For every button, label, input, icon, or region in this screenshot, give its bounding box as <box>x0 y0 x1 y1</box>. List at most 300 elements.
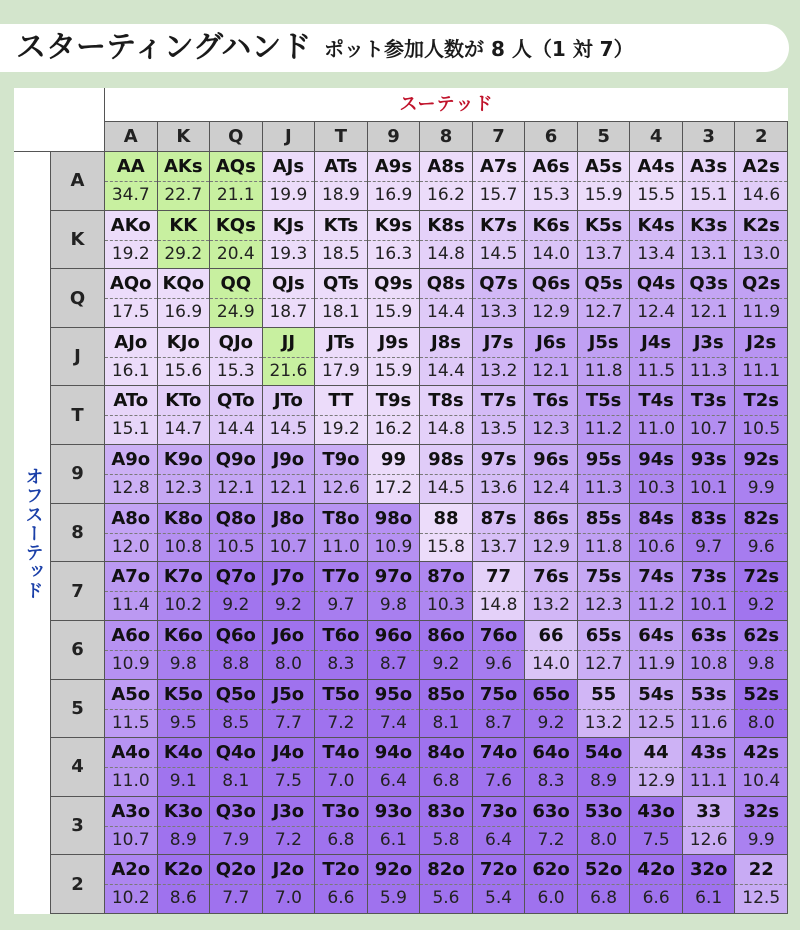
hand-label: 32s <box>735 797 787 827</box>
hand-cell <box>105 386 158 445</box>
hand-cell <box>473 855 526 914</box>
hand-cell <box>630 621 683 680</box>
hand-label: KTo <box>158 386 210 416</box>
hand-cell <box>735 211 788 270</box>
hand-cell <box>735 269 788 328</box>
hand-cell <box>525 738 578 797</box>
hand-cell <box>420 738 473 797</box>
hand-cell <box>735 445 788 504</box>
hand-cell <box>263 211 316 270</box>
win-rate-value: 15.9 <box>584 185 623 205</box>
hand-label: KQs <box>210 211 262 241</box>
hand-label: K3o <box>158 797 210 827</box>
win-rate-value: 8.7 <box>379 653 407 674</box>
hand-cell <box>473 738 526 797</box>
hand-cell <box>368 445 421 504</box>
hand-label: 73o <box>473 797 525 827</box>
hand-label: ATo <box>105 386 157 416</box>
hand-label: T8s <box>420 386 472 416</box>
hand-cell <box>735 504 788 563</box>
win-rate-value: 11.9 <box>637 653 676 674</box>
hand-cell <box>210 211 263 270</box>
hand-cell <box>630 152 683 211</box>
hand-label: 63o <box>525 797 577 827</box>
hand-label: 95o <box>368 680 420 710</box>
win-rate-value: 6.1 <box>379 829 407 850</box>
win-rate-value: 14.6 <box>742 185 781 205</box>
win-rate-value: 14.8 <box>479 595 518 616</box>
row-header: 3 <box>51 797 105 856</box>
win-rate-value: 24.9 <box>216 302 255 323</box>
hand-label: 98s <box>420 445 472 475</box>
win-rate-value: 12.3 <box>584 595 623 616</box>
win-rate-value: 18.7 <box>269 302 308 323</box>
hand-label: A9s <box>368 152 420 182</box>
hand-cell <box>263 504 316 563</box>
win-rate-value: 13.0 <box>742 243 781 264</box>
column-header: 4 <box>630 122 683 152</box>
hand-cell <box>420 328 473 387</box>
win-rate-value: 14.5 <box>427 478 465 499</box>
win-rate-value: 16.1 <box>111 360 150 381</box>
win-rate-value: 8.1 <box>432 712 460 733</box>
hand-cell <box>525 562 578 621</box>
hand-label: 76o <box>473 621 525 651</box>
hand-label: Q6s <box>525 269 577 299</box>
page-title: スターティングハンド <box>16 30 312 65</box>
hand-label: QQ <box>210 269 262 299</box>
win-rate-value: 11.3 <box>584 478 623 499</box>
hand-label: K6o <box>158 621 210 651</box>
win-rate-value: 12.4 <box>532 478 570 499</box>
hand-label: Q9o <box>210 445 262 475</box>
column-header: 9 <box>368 122 421 152</box>
hand-cell <box>630 504 683 563</box>
hand-cell <box>473 269 526 328</box>
win-rate-value: 15.3 <box>532 185 570 205</box>
hand-cell <box>105 152 158 211</box>
hand-cell <box>105 797 158 856</box>
column-header: K <box>158 122 211 152</box>
hand-cell <box>210 386 263 445</box>
hand-cell <box>578 797 631 856</box>
hand-cell <box>630 386 683 445</box>
win-rate-value: 17.5 <box>111 302 150 323</box>
hand-label: 82o <box>420 855 472 885</box>
win-rate-value: 9.6 <box>485 653 513 674</box>
hand-cell <box>158 211 211 270</box>
hand-label: J6o <box>263 621 315 651</box>
win-rate-value: 13.2 <box>584 712 623 733</box>
win-rate-value: 16.9 <box>374 185 413 205</box>
win-rate-value: 10.1 <box>689 595 728 616</box>
hand-cell <box>315 562 368 621</box>
hand-cell <box>420 152 473 211</box>
win-rate-value: 12.5 <box>742 888 781 909</box>
hand-cell <box>683 504 736 563</box>
win-rate-value: 8.7 <box>485 712 513 733</box>
hand-cell <box>210 738 263 797</box>
win-rate-value: 12.6 <box>321 478 360 499</box>
hand-cell <box>315 621 368 680</box>
win-rate-value: 9.8 <box>169 653 197 674</box>
hand-label: Q8s <box>420 269 472 299</box>
win-rate-value: 7.5 <box>642 829 670 850</box>
win-rate-value: 14.8 <box>427 243 465 264</box>
hand-label: A5o <box>105 680 157 710</box>
win-rate-value: 7.6 <box>485 771 513 792</box>
hand-cell <box>315 504 368 563</box>
hand-cell <box>368 269 421 328</box>
hand-cell <box>525 328 578 387</box>
hand-label: J4o <box>263 738 315 768</box>
hand-cell <box>210 562 263 621</box>
hand-cell <box>578 562 631 621</box>
header-bar <box>0 24 789 72</box>
hand-label: K4s <box>630 211 682 241</box>
win-rate-value: 13.7 <box>479 536 518 557</box>
hand-cell <box>368 621 421 680</box>
hand-cell <box>210 504 263 563</box>
hand-cell <box>735 855 788 914</box>
hand-cell <box>158 328 211 387</box>
win-rate-value: 9.1 <box>169 771 197 792</box>
hand-label: K5s <box>578 211 630 241</box>
hand-cell <box>735 562 788 621</box>
win-rate-value: 11.0 <box>321 536 360 557</box>
hand-cell <box>683 797 736 856</box>
hand-label: 86s <box>525 504 577 534</box>
hand-cell <box>315 328 368 387</box>
win-rate-value: 13.7 <box>584 243 623 264</box>
hand-label: 66 <box>525 621 577 651</box>
hand-cell <box>105 269 158 328</box>
hand-cell <box>578 621 631 680</box>
hand-label: AKs <box>158 152 210 182</box>
win-rate-value: 13.2 <box>479 360 518 381</box>
hand-cell <box>368 680 421 739</box>
win-rate-value: 8.9 <box>590 771 618 792</box>
hand-label: 92s <box>735 445 787 475</box>
hand-cell <box>420 680 473 739</box>
hand-cell <box>158 562 211 621</box>
win-rate-value: 8.6 <box>169 888 197 909</box>
hand-label: T3s <box>683 386 735 416</box>
hand-label: T9s <box>368 386 420 416</box>
win-rate-value: 11.8 <box>584 360 623 381</box>
win-rate-value: 10.5 <box>216 536 255 557</box>
hand-label: JJ <box>263 328 315 358</box>
hand-cell <box>473 621 526 680</box>
row-header: 8 <box>51 504 105 563</box>
hand-cell <box>368 855 421 914</box>
win-rate-value: 9.2 <box>222 595 250 616</box>
win-rate-value: 5.6 <box>432 888 460 909</box>
hand-label: KJo <box>158 328 210 358</box>
win-rate-value: 5.9 <box>379 888 407 909</box>
hand-cell <box>315 445 368 504</box>
win-rate-value: 9.7 <box>327 595 355 616</box>
hand-label: 74o <box>473 738 525 768</box>
hand-label: Q6o <box>210 621 262 651</box>
win-rate-value: 6.8 <box>590 888 618 909</box>
hand-label: 43o <box>630 797 682 827</box>
win-rate-value: 15.5 <box>637 185 676 205</box>
win-rate-value: 8.8 <box>222 653 250 674</box>
win-rate-value: 8.3 <box>537 771 565 792</box>
hand-cell <box>315 680 368 739</box>
hand-label: 96s <box>525 445 577 475</box>
hand-cell <box>683 328 736 387</box>
hand-label: Q4s <box>630 269 682 299</box>
win-rate-value: 19.3 <box>269 243 308 264</box>
win-rate-value: 12.1 <box>689 302 728 323</box>
win-rate-value: 7.5 <box>274 771 302 792</box>
hand-cell <box>473 386 526 445</box>
win-rate-value: 11.2 <box>637 595 676 616</box>
win-rate-value: 11.3 <box>689 360 728 381</box>
win-rate-value: 6.8 <box>327 829 355 850</box>
hand-cell <box>368 328 421 387</box>
hand-label: 54s <box>630 680 682 710</box>
hand-cell <box>578 445 631 504</box>
hand-label: K7o <box>158 562 210 592</box>
hand-label: 53o <box>578 797 630 827</box>
row-header: J <box>51 328 105 387</box>
win-rate-value: 11.9 <box>742 302 781 323</box>
win-rate-value: 12.7 <box>584 302 623 323</box>
win-rate-value: 12.1 <box>269 478 308 499</box>
hand-cell <box>578 152 631 211</box>
row-header: 2 <box>51 855 105 914</box>
win-rate-value: 14.7 <box>164 419 203 440</box>
hand-cell <box>315 211 368 270</box>
hand-label: Q3o <box>210 797 262 827</box>
win-rate-value: 14.0 <box>532 653 570 674</box>
hand-label: A5s <box>578 152 630 182</box>
hand-cell <box>105 211 158 270</box>
hand-label: T8o <box>315 504 367 534</box>
hand-label: K2s <box>735 211 787 241</box>
win-rate-value: 8.5 <box>222 712 250 733</box>
win-rate-value: 10.9 <box>111 653 150 674</box>
hand-cell <box>315 738 368 797</box>
win-rate-value: 6.6 <box>327 888 355 909</box>
win-rate-value: 9.5 <box>169 712 197 733</box>
hand-label: J9o <box>263 445 315 475</box>
win-rate-value: 7.7 <box>222 888 250 909</box>
hand-cell <box>263 855 316 914</box>
win-rate-value: 15.3 <box>216 360 255 381</box>
hand-cell <box>683 269 736 328</box>
hand-label: J8o <box>263 504 315 534</box>
hand-cell <box>630 562 683 621</box>
hand-cell <box>630 269 683 328</box>
hand-cell <box>105 621 158 680</box>
hand-cell <box>578 738 631 797</box>
hand-cell <box>473 211 526 270</box>
win-rate-value: 14.5 <box>479 243 518 264</box>
column-header: 5 <box>578 122 631 152</box>
win-rate-value: 13.2 <box>532 595 570 616</box>
hand-label: Q7s <box>473 269 525 299</box>
hand-cell <box>735 386 788 445</box>
win-rate-value: 7.2 <box>327 712 355 733</box>
win-rate-value: 7.0 <box>327 771 355 792</box>
win-rate-value: 11.5 <box>637 360 676 381</box>
win-rate-value: 12.6 <box>689 829 728 850</box>
win-rate-value: 19.9 <box>269 185 308 205</box>
win-rate-value: 12.4 <box>637 302 676 323</box>
hand-cell <box>368 386 421 445</box>
win-rate-value: 9.2 <box>747 595 775 616</box>
win-rate-value: 7.0 <box>274 888 302 909</box>
win-rate-value: 8.0 <box>274 653 302 674</box>
hand-cell <box>473 152 526 211</box>
hand-label: A4o <box>105 738 157 768</box>
hand-cell <box>420 855 473 914</box>
hand-label: QTo <box>210 386 262 416</box>
hand-label: 55 <box>578 680 630 710</box>
win-rate-value: 11.0 <box>637 419 676 440</box>
hand-label: 86o <box>420 621 472 651</box>
hand-label: J3s <box>683 328 735 358</box>
hand-cell <box>683 855 736 914</box>
hand-label: A8o <box>105 504 157 534</box>
hand-label: 63s <box>683 621 735 651</box>
hand-label: Q8o <box>210 504 262 534</box>
hand-cell <box>578 386 631 445</box>
column-header: A <box>105 122 158 152</box>
hand-label: KQo <box>158 269 210 299</box>
hand-cell <box>420 269 473 328</box>
hand-label: 42s <box>735 738 787 768</box>
hand-cell <box>525 855 578 914</box>
win-rate-value: 10.7 <box>689 419 728 440</box>
hand-label: 88 <box>420 504 472 534</box>
hand-label: J7o <box>263 562 315 592</box>
win-rate-value: 14.4 <box>427 302 465 323</box>
hand-cell <box>420 386 473 445</box>
hand-label: A2o <box>105 855 157 885</box>
win-rate-value: 9.2 <box>537 712 565 733</box>
hand-cell <box>210 621 263 680</box>
hand-cell <box>525 152 578 211</box>
win-rate-value: 12.1 <box>532 360 570 381</box>
hand-label: K6s <box>525 211 577 241</box>
win-rate-value: 19.2 <box>111 243 150 264</box>
hand-cell <box>315 797 368 856</box>
hand-cell <box>420 504 473 563</box>
hand-label: Q2s <box>735 269 787 299</box>
hand-label: 74s <box>630 562 682 592</box>
hand-cell <box>473 680 526 739</box>
hand-cell <box>473 797 526 856</box>
hand-label: A6s <box>525 152 577 182</box>
row-header: 7 <box>51 562 105 621</box>
win-rate-value: 12.9 <box>532 536 570 557</box>
hand-label: KJs <box>263 211 315 241</box>
hand-cell <box>368 738 421 797</box>
win-rate-value: 11.2 <box>584 419 623 440</box>
win-rate-value: 13.4 <box>637 243 676 264</box>
win-rate-value: 18.1 <box>321 302 360 323</box>
win-rate-value: 10.9 <box>374 536 413 557</box>
hand-label: 98o <box>368 504 420 534</box>
hand-label: 83o <box>420 797 472 827</box>
win-rate-value: 7.4 <box>379 712 407 733</box>
hand-cell <box>105 562 158 621</box>
win-rate-value: 15.1 <box>689 185 728 205</box>
hand-label: 54o <box>578 738 630 768</box>
hand-cell <box>158 855 211 914</box>
hand-label: 73s <box>683 562 735 592</box>
hand-cell <box>525 211 578 270</box>
hand-cell <box>473 445 526 504</box>
hand-label: J9s <box>368 328 420 358</box>
hand-label: 85o <box>420 680 472 710</box>
hand-label: AJo <box>105 328 157 358</box>
win-rate-value: 12.9 <box>637 771 676 792</box>
win-rate-value: 14.0 <box>532 243 570 264</box>
win-rate-value: 5.8 <box>432 829 460 850</box>
win-rate-value: 8.9 <box>169 829 197 850</box>
hand-cell <box>263 269 316 328</box>
hand-label: 75o <box>473 680 525 710</box>
win-rate-value: 6.6 <box>642 888 670 909</box>
hand-cell <box>158 504 211 563</box>
hand-label: K2o <box>158 855 210 885</box>
win-rate-value: 6.0 <box>537 888 565 909</box>
hand-cell <box>683 562 736 621</box>
win-rate-value: 6.4 <box>379 771 407 792</box>
win-rate-value: 9.9 <box>747 829 775 850</box>
hand-label: K9o <box>158 445 210 475</box>
hand-label: J2s <box>735 328 787 358</box>
hand-label: 93s <box>683 445 735 475</box>
hand-label: T7s <box>473 386 525 416</box>
win-rate-value: 7.2 <box>537 829 565 850</box>
hand-label: T5o <box>315 680 367 710</box>
hand-label: 96o <box>368 621 420 651</box>
hand-label: 94o <box>368 738 420 768</box>
column-header: J <box>263 122 316 152</box>
hand-cell <box>420 211 473 270</box>
hand-cell <box>578 211 631 270</box>
hand-cell <box>315 269 368 328</box>
hand-label: 44 <box>630 738 682 768</box>
hand-cell <box>578 328 631 387</box>
win-rate-value: 10.8 <box>164 536 203 557</box>
hand-cell <box>368 211 421 270</box>
hand-label: 83s <box>683 504 735 534</box>
win-rate-value: 10.4 <box>742 771 781 792</box>
hand-cell <box>315 152 368 211</box>
hand-cell <box>578 269 631 328</box>
hand-cell <box>683 386 736 445</box>
hand-label: T2o <box>315 855 367 885</box>
win-rate-value: 14.4 <box>216 419 255 440</box>
offsuit-axis-label: オフスーテッド <box>22 466 44 600</box>
hand-label: Q2o <box>210 855 262 885</box>
win-rate-value: 9.7 <box>695 536 723 557</box>
hand-label: K7s <box>473 211 525 241</box>
hand-cell <box>315 386 368 445</box>
hand-cell <box>578 504 631 563</box>
hand-label: T7o <box>315 562 367 592</box>
column-header: 7 <box>473 122 526 152</box>
row-header: 6 <box>51 621 105 680</box>
